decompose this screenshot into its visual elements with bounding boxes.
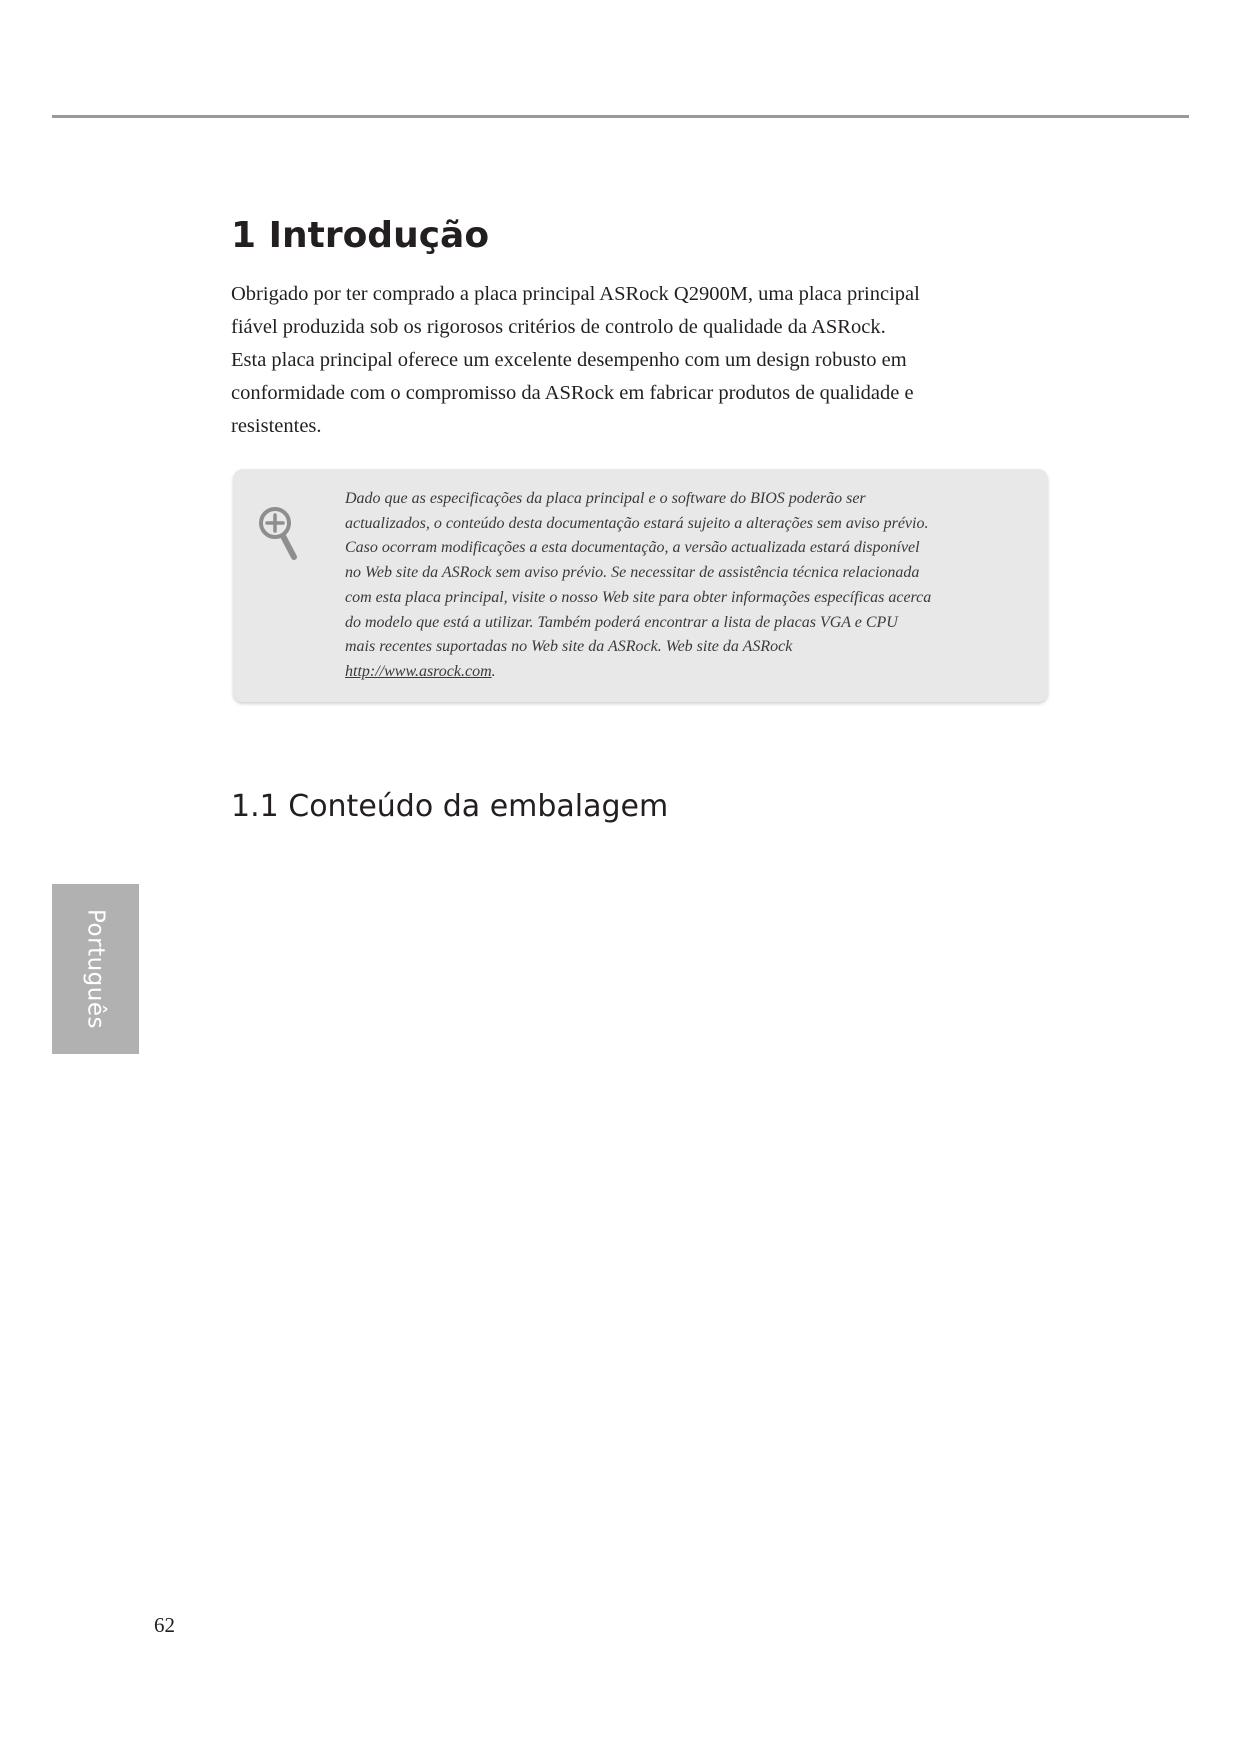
intro-line: resistentes. <box>231 415 322 437</box>
intro-line: conformidade com o compromisso da ASRock em fabricar produtos de qualidade e <box>231 382 914 404</box>
note-line: no Web site da ASRock sem aviso prévio. Se necessitar de assistência técnica relacionada <box>345 564 920 582</box>
section-title: 1.1 Conteúdo da embalagem <box>231 789 669 824</box>
language-tab <box>52 884 139 1054</box>
note-line: com esta placa principal, visite o nosso Web site para obter informações específicas acerca <box>345 588 932 606</box>
intro-line: Obrigado por ter comprado a placa principal ASRock Q2900M, uma placa principal <box>231 283 920 305</box>
intro-line: Esta placa principal oferece um excelente desempenho com um design robusto em <box>231 349 907 371</box>
intro-paragraph <box>231 278 991 443</box>
language-tab-label: Português <box>82 909 109 1029</box>
note-link-line <box>345 660 1035 685</box>
asrock-website-link[interactable]: http://www.asrock.com <box>345 662 492 680</box>
magnifier-plus-icon <box>257 505 301 561</box>
note-box <box>233 469 1048 702</box>
note-line: do modelo que está a utilizar. Também poderá encontrar a lista de placas VGA e CPU <box>345 613 898 631</box>
page-number: 62 <box>154 1613 175 1637</box>
top-divider <box>52 115 1189 118</box>
intro-line: fiável produzida sob os rigorosos critérios de controlo de qualidade da ASRock. <box>231 316 886 338</box>
note-line: Dado que as especificações da placa principal e o software do BIOS poderão ser <box>345 490 866 507</box>
note-line: Caso ocorram modificações a esta documentação, a versão actualizada estará disponível <box>345 539 920 557</box>
note-text <box>345 487 1035 685</box>
link-suffix: . <box>491 662 496 680</box>
note-line: mais recentes suportadas no Web site da ASRock. Web site da ASRock <box>345 638 793 656</box>
note-line: actualizados, o conteúdo desta documentação estará sujeito a alterações sem aviso prévio. <box>345 514 929 532</box>
chapter-title: 1 Introdução <box>231 215 490 256</box>
